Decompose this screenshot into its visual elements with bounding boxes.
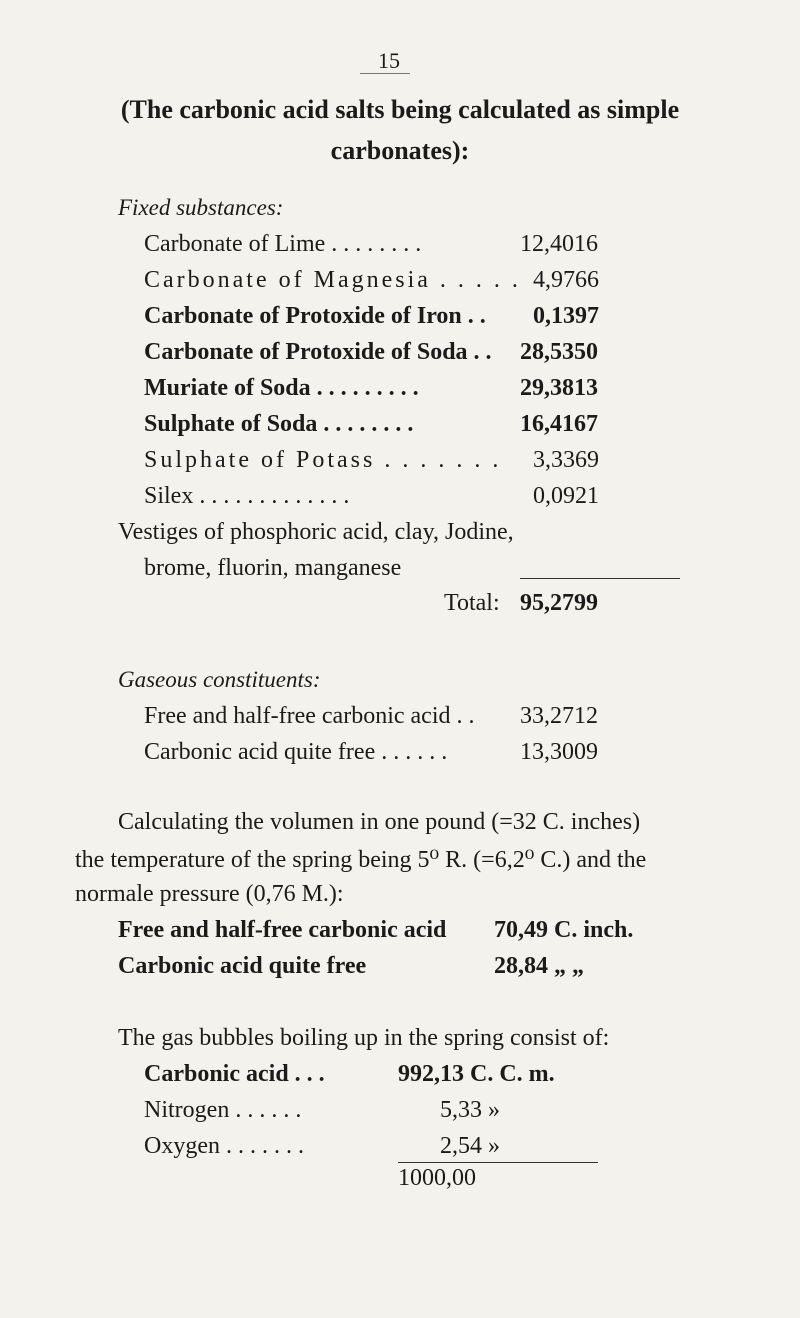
row-value: 3,3369: [533, 447, 599, 473]
row-label: Carbonic acid quite free: [118, 953, 367, 979]
heading-line-2: carbonates):: [330, 136, 470, 165]
gaseous-title: Gaseous constituents:: [118, 667, 321, 692]
total-label: Total:: [444, 590, 500, 616]
calc-line-1: Calculating the volumen in one pound (=32 C. inches): [118, 809, 641, 835]
fixed-row-iron: [0, 303, 800, 333]
row-label: Nitrogen . . . . . .: [144, 1097, 302, 1123]
calc-line-3: normale pressure (0,76 M.):: [75, 881, 344, 907]
row-value: 28,5350: [520, 339, 598, 365]
total-value: 95,2799: [520, 590, 598, 616]
gas-row-oxygen: [0, 1133, 800, 1163]
gas-total-rule: [398, 1162, 598, 1163]
calc-line-2: the temperature of the spring being 5⁰ R. (=6,2⁰ C.) and the: [75, 847, 647, 873]
page-number-rule: [360, 73, 410, 74]
row-label: Sulphate of Potass . . . . . . .: [144, 447, 502, 473]
fixed-row-soda-carbonate: [0, 339, 800, 369]
row-value: 28,84 „ „: [494, 953, 584, 979]
total-rule: [520, 578, 680, 579]
row-value: 992,13 C. C. m.: [398, 1061, 555, 1087]
vestiges-line-1: Vestiges of phosphoric acid, clay, Jodine,: [118, 519, 514, 545]
row-label: Carbonate of Protoxide of Soda . .: [144, 339, 492, 365]
row-label: Carbonate of Protoxide of Iron . .: [144, 303, 486, 329]
gas-intro: The gas bubbles boiling up in the spring consist of:: [118, 1025, 610, 1051]
fixed-row-muriate: [0, 375, 800, 405]
row-value: 4,9766: [533, 267, 599, 293]
row-label: Sulphate of Soda . . . . . . . .: [144, 411, 414, 437]
row-value: 29,3813: [520, 375, 598, 401]
row-label: Carbonic acid quite free . . . . . .: [144, 739, 448, 765]
row-value: 13,3009: [520, 739, 598, 765]
row-value: 0,1397: [533, 303, 599, 329]
row-value: 16,4167: [520, 411, 598, 437]
fixed-row-silex: [0, 483, 800, 513]
calc-row-quite-free: [0, 953, 800, 983]
fixed-row-lime: [0, 231, 800, 261]
row-value: 2,54 »: [440, 1133, 500, 1159]
calc-row-free: [0, 917, 800, 947]
row-label: Free and half-free carbonic acid: [118, 917, 447, 943]
heading-line-1: (The carbonic acid salts being calculated as simple: [120, 95, 680, 124]
row-label: Oxygen . . . . . . .: [144, 1133, 304, 1159]
row-label: Carbonic acid . . .: [144, 1061, 325, 1087]
fixed-row-sulphate-soda: [0, 411, 800, 441]
gaseous-row-free: [0, 703, 800, 733]
row-value: 0,0921: [533, 483, 599, 509]
fixed-substances-title: Fixed substances:: [118, 195, 284, 220]
gas-row-nitrogen: [0, 1097, 800, 1127]
row-label: Muriate of Soda . . . . . . . . .: [144, 375, 419, 401]
row-value: 12,4016: [520, 231, 598, 257]
gas-total: 1000,00: [398, 1165, 476, 1191]
gas-row-carbonic: [0, 1061, 800, 1091]
gaseous-row-quite-free: [0, 739, 800, 769]
row-value: 33,2712: [520, 703, 598, 729]
row-label: Carbonate of Magnesia . . . . .: [144, 267, 521, 293]
row-label: Carbonate of Lime . . . . . . . .: [144, 231, 422, 257]
page-number: 15: [378, 48, 400, 73]
vestiges-line-2: brome, fluorin, manganese: [144, 555, 402, 581]
fixed-row-potass: [0, 447, 800, 477]
fixed-row-magnesia: [0, 267, 800, 297]
row-value: 5,33 »: [440, 1097, 500, 1123]
row-value: 70,49 C. inch.: [494, 917, 634, 943]
row-label: Free and half-free carbonic acid . .: [144, 703, 475, 729]
row-label: Silex . . . . . . . . . . . . .: [144, 483, 350, 509]
